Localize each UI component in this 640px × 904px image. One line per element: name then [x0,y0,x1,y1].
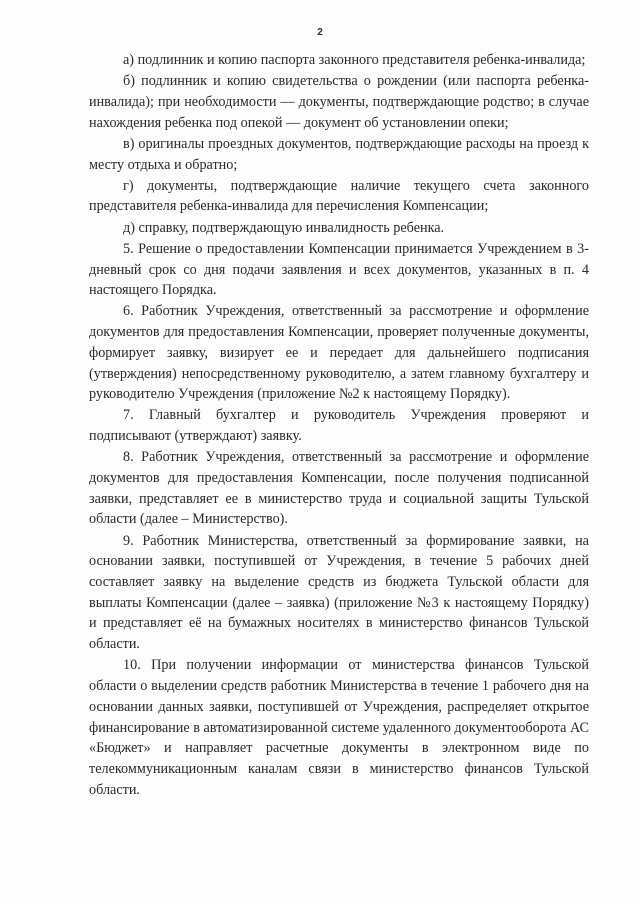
document-body [89,50,589,800]
paragraph-item-g: г) документы, подтверждающие наличие текущего счета законного представителя ребенка-инвалида для перечисления Компенсации; [89,177,589,215]
paragraph-clause-10: 10. При получении информации от министерства финансов Тульской области о выделении средств работник Министерства в течение 1 рабочего дня на основании данных заявки, поступившей от Учреждения, распределяет открытое финансирование в автоматизированной системе удаленного документооборота АС «Бюджет» и направляет расчетные документы в электронном виде по телекоммуникационным каналам связи в министерство финансов Тульской области. [89,657,589,798]
paragraph-clause-5: 5. Решение о предоставлении Компенсации принимается Учреждением в 3-дневный срок со дня подачи заявления и всех документов, указанных в п. 4 настоящего Порядка. [89,240,589,299]
page-number: 2 [317,27,323,38]
paragraph-clause-6: 6. Работник Учреждения, ответственный за рассмотрение и оформление документов для предоставления Компенсации, проверяет полученные документы, формирует заявку, визирует ее и передает для дальнейшего подписания (утверждения) непосредственному руководителю, а затем главному бухгалтеру и руководителю Учреждения (приложение №2 к настоящему Порядку). [89,303,589,403]
paragraph-item-b: б) подлинник и копию свидетельства о рождении (или паспорта ребенка-инвалида); при необходимости — документы, подтверждающие родство; в случае нахождения ребенка под опекой — документ об установлении опеки; [89,73,589,131]
paragraph-clause-7: 7. Главный бухгалтер и руководитель Учреждения проверяют и подписывают (утверждают) заявку. [89,407,589,445]
paragraph-clause-9: 9. Работник Министерства, ответственный за формирование заявки, на основании заявки, поступившей от Учреждения, в течение 5 рабочих дней составляет заявку на выделение средств из бюджета Тульской области для выплаты Компенсации (далее – заявка) (приложение №3 к настоящему Порядку) и представляет её на бумажных носителях в министерство финансов Тульской области. [89,532,589,653]
paragraph-clause-8: 8. Работник Учреждения, ответственный за рассмотрение и оформление документов для предоставления Компенсации, после получения подписанной заявки, представляет ее в министерство труда и социальной защиты Тульской области (далее – Министерство). [89,449,589,528]
paragraph-item-a: а) подлинник и копию паспорта законного представителя ребенка-инвалида; [123,52,586,68]
paragraph-item-d: д) справку, подтверждающую инвалидность ребенка. [123,219,445,236]
paragraph-item-v: в) оригиналы проездных документов, подтверждающие расходы на проезд к месту отдыха и обратно; [89,135,589,173]
